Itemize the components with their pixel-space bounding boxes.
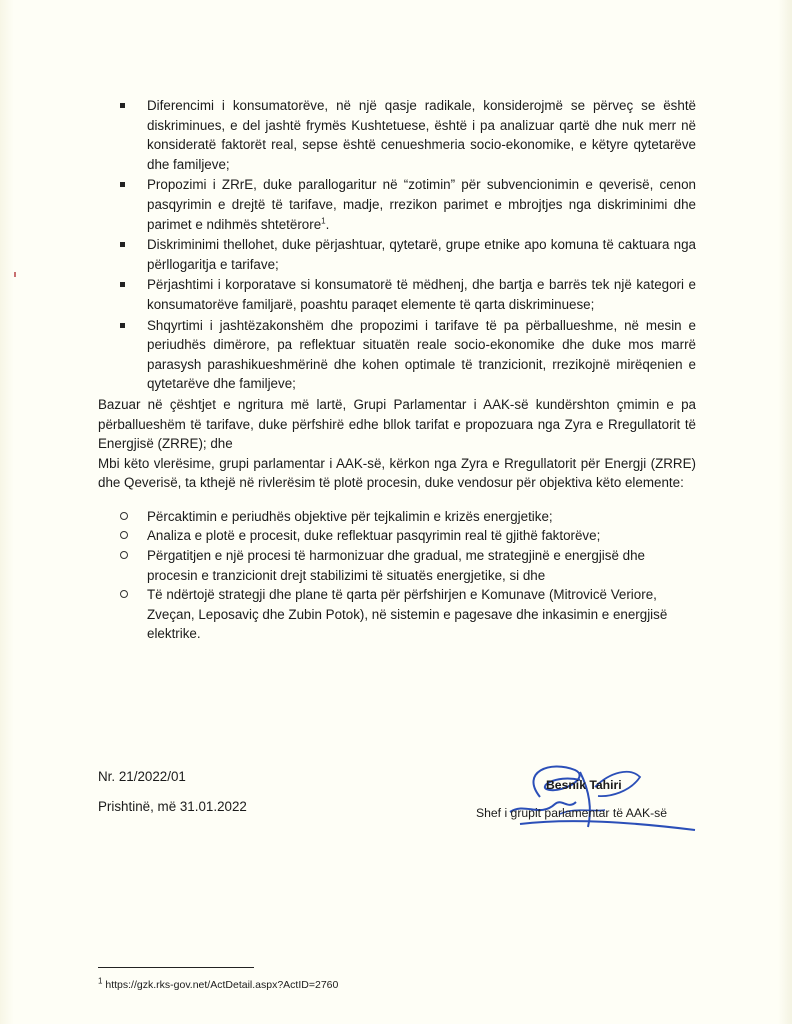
document-date: Prishtinë, më 31.01.2022 — [98, 799, 247, 814]
list-item: Diskriminimi thellohet, duke përjashtuar, qytetarë, grupe etnike apo komuna të caktuara nga përllogaritja e tarifave; — [98, 235, 696, 274]
circle-bullet-icon — [120, 590, 128, 598]
list-item: Analiza e plotë e procesit, duke reflektuar pasqyrimin real të gjithë faktorëve; — [98, 526, 696, 546]
circle-bullet-icon — [120, 531, 128, 539]
signature-icon — [480, 752, 710, 842]
document-number: Nr. 21/2022/01 — [98, 769, 186, 784]
square-bullet-icon — [120, 242, 125, 247]
bullet-list — [98, 96, 696, 394]
footnote: $^1$ https://gzk.rks-gov.net/ActDetail.aspx?ActID=2760 — [98, 976, 339, 991]
list-item: Propozimi i ZRrE, duke parallogaritur në “zotimin” për subvencionimin e qeverisë, cenon pasqyrimin e drejtë të tarifave, madje, rrezikon parimet e mbrojtjes nga diskriminimi dhe parimet e ndihmës shtetërore$^1$. — [98, 175, 696, 234]
list-item: Përgatitjen e një procesi të harmonizuar dhe gradual, me strategjinë e energjisë dhe procesin e tranzicionit drejt stabilizimi të situatës energjetike, si dhe — [98, 546, 696, 585]
square-bullet-icon — [120, 103, 125, 108]
circle-bullet-icon — [120, 551, 128, 559]
square-bullet-icon — [120, 323, 125, 328]
signatory-name: Besnik Tahiri — [546, 778, 622, 792]
square-bullet-icon — [120, 182, 125, 187]
margin-mark — [14, 272, 16, 277]
objectives-list — [98, 507, 696, 644]
paragraph-request: Mbi këto vlerësime, grupi parlamentar i AAK-së, kërkon nga Zyra e Rregullatorit për Energji (ZRRE) dhe Qeverisë, ta kthejë në rivlerësim të plotë procesin, duke vendosur për objektiva këto elemente: — [98, 455, 696, 491]
paragraph-position: Bazuar në çështjet e ngritura më lartë, Grupi Parlamentar i AAK-së kundërshton çmimin e pa përballueshëm të tarifave, duke përfshirë edhe bllok tarifat e propozuara nga Zyra e Rregullatorit të Energjisë (ZRRE); dhe — [98, 396, 696, 452]
list-item: Përjashtimi i korporatave si konsumatorë të mëdhenj, dhe bartja e barrës tek një kategori e konsumatorëve familjarë, poashtu paraqet elemente të qarta diskriminuese; — [98, 275, 696, 314]
square-bullet-icon — [120, 282, 125, 287]
circle-bullet-icon — [120, 512, 128, 520]
list-item: Shqyrtimi i jashtëzakonshëm dhe propozimi i tarifave të pa përballueshme, në mesin e periudhës dimërore, pa reflektuar situatën reale socio-ekonomike dhe duke mos marrë parasysh parashikueshmërinë dhe kohen optimale të tranzicionit, rrezikojnë mirëqenien e qytetarëve dhe familjeve; — [98, 316, 696, 394]
document-body — [98, 96, 696, 644]
list-item: Përcaktimin e periudhës objektive për tejkalimin e krizës energjetike; — [98, 507, 696, 527]
signatory-title: Shef i grupit parlamentar të AAK-së — [476, 806, 668, 820]
list-item: Diferencimi i konsumatorëve, në një qasje radikale, konsiderojmë se përveç se është diskriminues, e del jashtë frymës Kushtetuese, është i pa analizuar qartë dhe nuk merr në konsideratë faktorët real, sepse është cenueshmeria socio-ekonomike, e këtyre qytetarëve dhe familjeve; — [98, 96, 696, 174]
list-item: Të ndërtojë strategji dhe plane të qarta për përfshirjen e Komunave (Mitrovicë Veriore, Zveçan, Leposaviç dhe Zubin Potok), në sistemin e pagesave dhe inkasimin e energjisë elektrike. — [98, 585, 696, 644]
footnote-separator — [98, 967, 254, 968]
